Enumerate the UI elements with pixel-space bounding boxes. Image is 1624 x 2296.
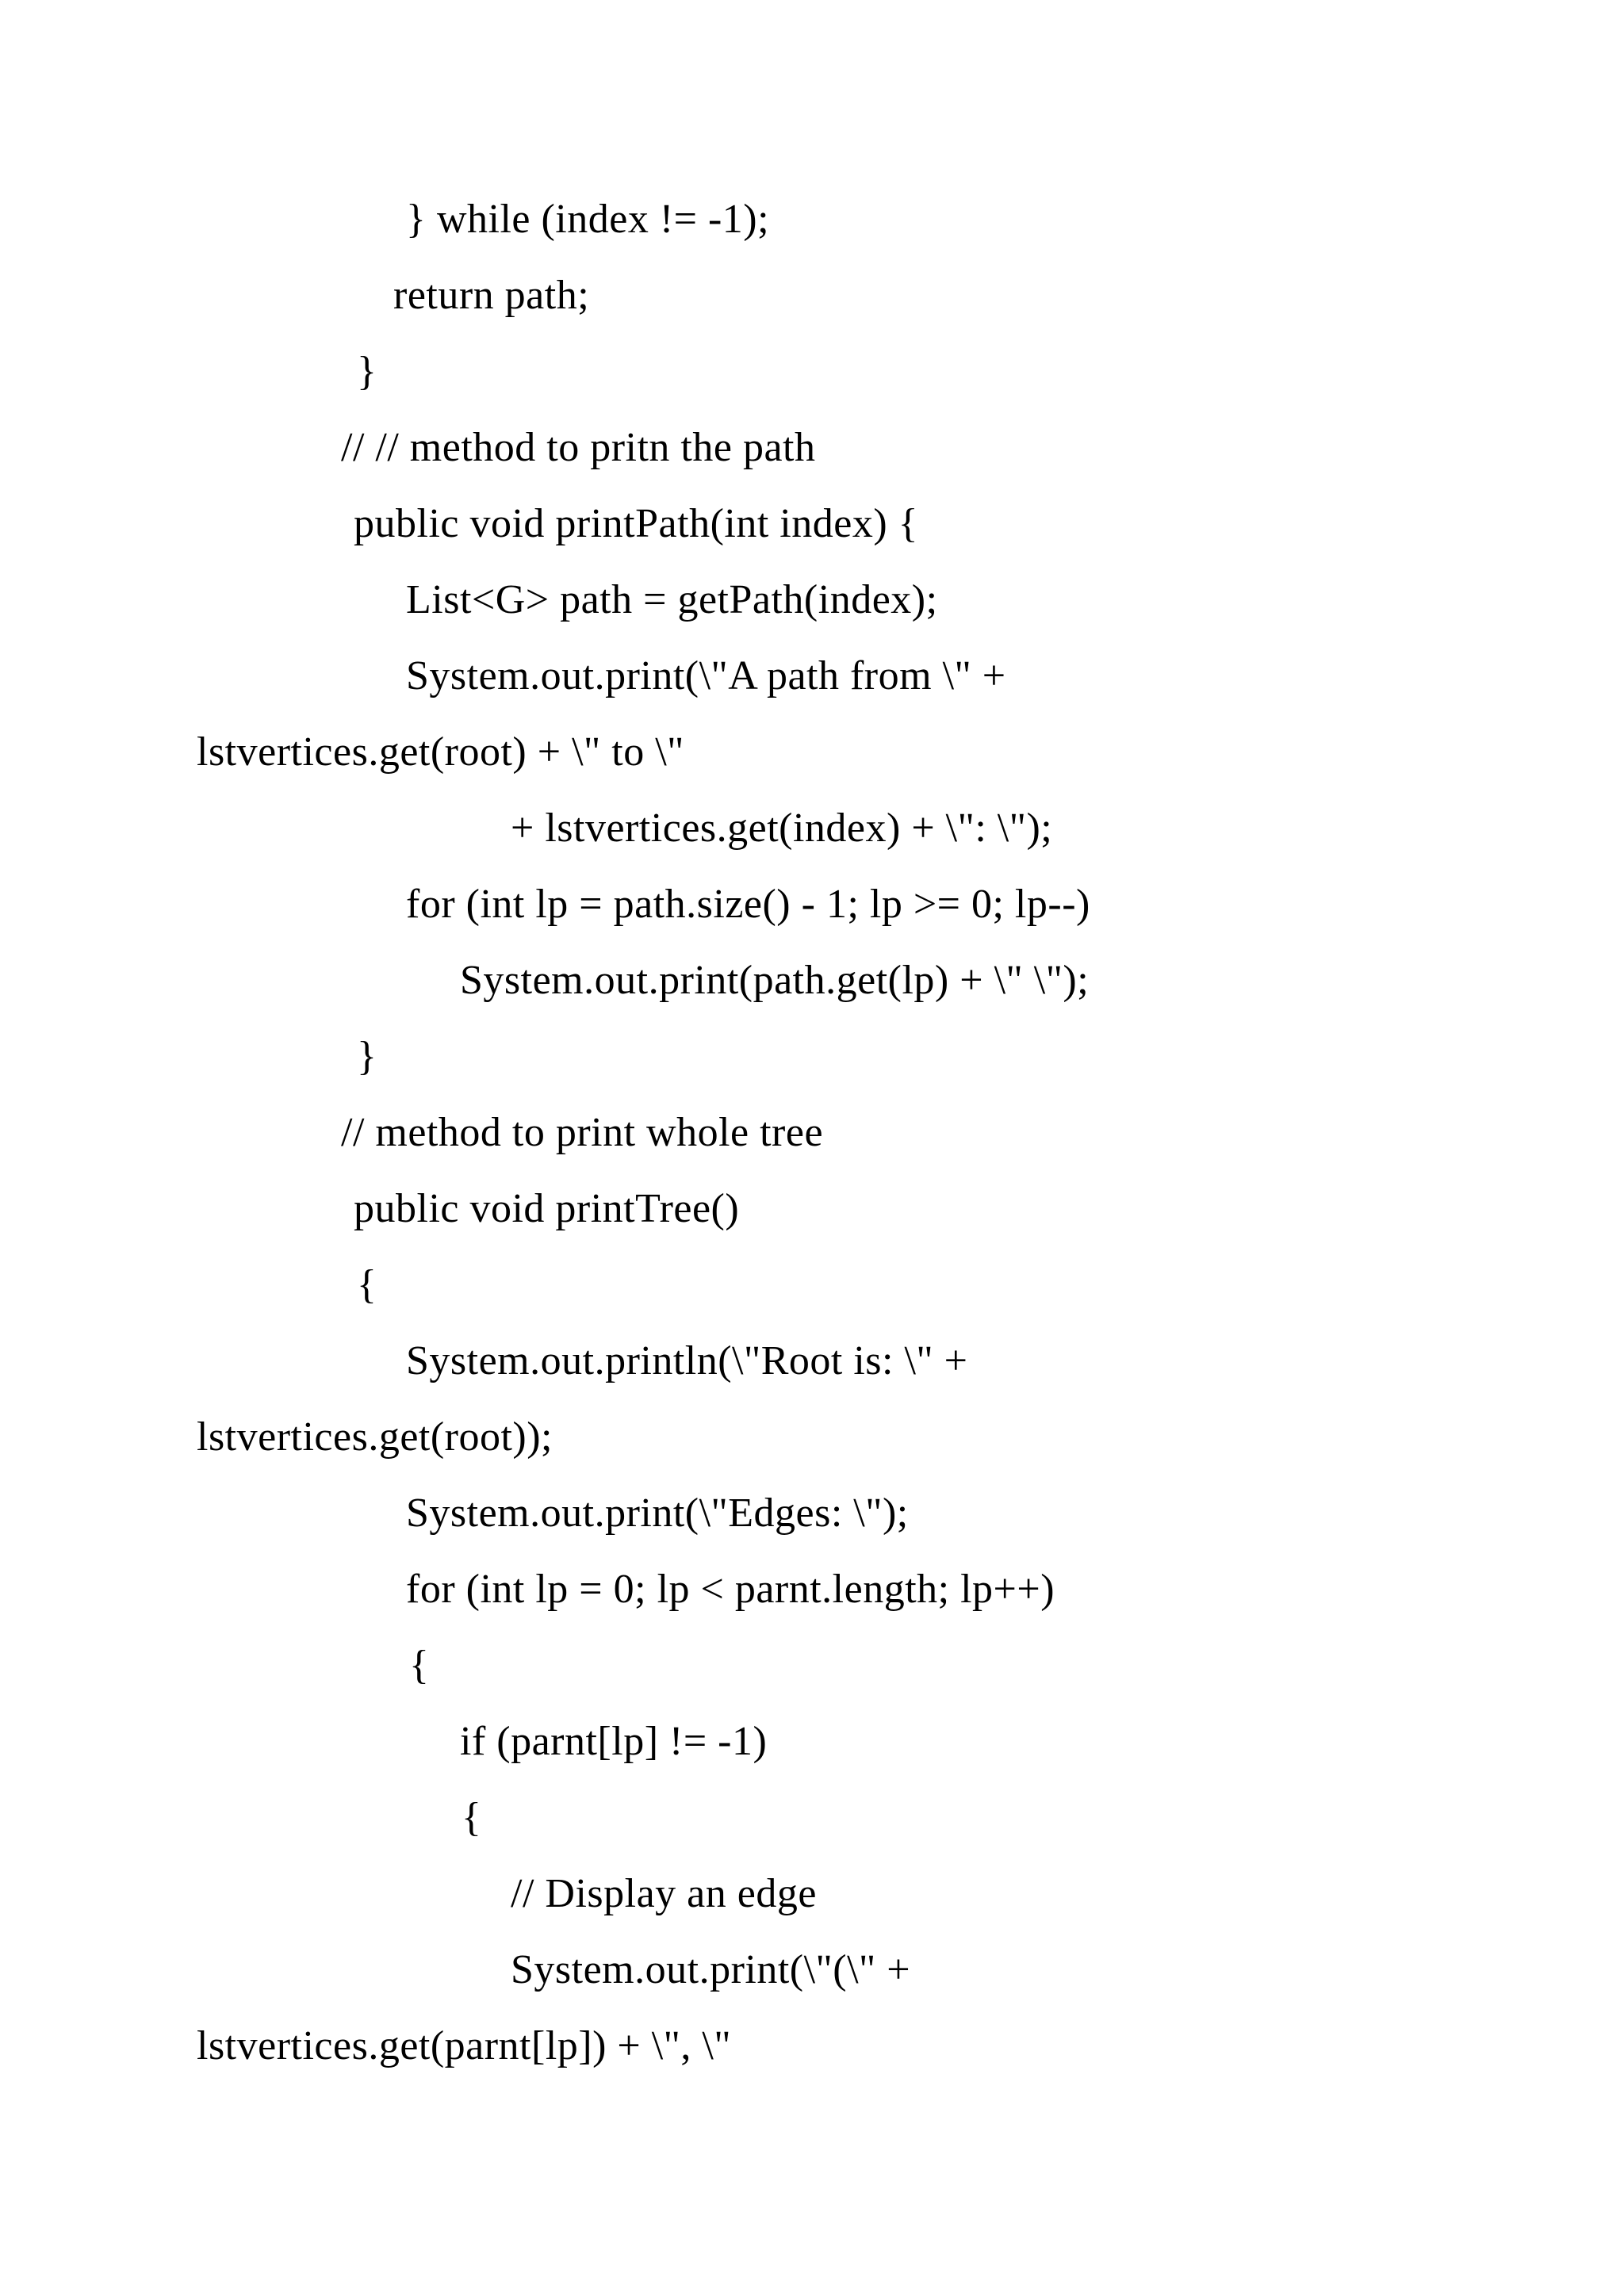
code-line: { [357,1262,377,1307]
code-line: public void printPath(int index) { [354,501,919,546]
code-line: } [357,1034,377,1079]
code-line: System.out.println(\"Root is: \" + [406,1338,968,1383]
code-line: List<G> path = getPath(index); [406,577,938,622]
code-comment: // method to print whole tree [341,1110,824,1155]
code-line: lstvertices.get(root) + \" to \" [197,729,684,775]
code-line: for (int lp = 0; lp < parnt.length; lp++) [406,1567,1055,1612]
code-comment: // Display an edge [511,1871,817,1916]
code-line: System.out.print(\"Edges: \"); [406,1490,909,1536]
code-line: { [409,1643,430,1688]
code-line: + lstvertices.get(index) + \": \"); [511,806,1053,851]
code-line: for (int lp = path.size() - 1; lp >= 0; lp--) [406,882,1090,927]
code-line: { [462,1795,482,1840]
code-line: lstvertices.get(root)); [197,1414,553,1460]
code-line: public void printTree() [354,1186,740,1231]
code-line: if (parnt[lp] != -1) [460,1719,768,1764]
code-line: } [357,349,377,394]
code-line: System.out.print(\"A path from \" + [406,653,1006,698]
code-line: return path; [393,273,590,318]
code-line: } while (index != -1); [406,197,770,242]
code-comment: // // method to pritn the path [341,425,816,470]
code-line: System.out.print(path.get(lp) + \" \"); [460,958,1090,1003]
code-line: lstvertices.get(parnt[lp]) + \", \" [197,2023,732,2068]
code-line: System.out.print(\"(\" + [511,1947,911,1992]
